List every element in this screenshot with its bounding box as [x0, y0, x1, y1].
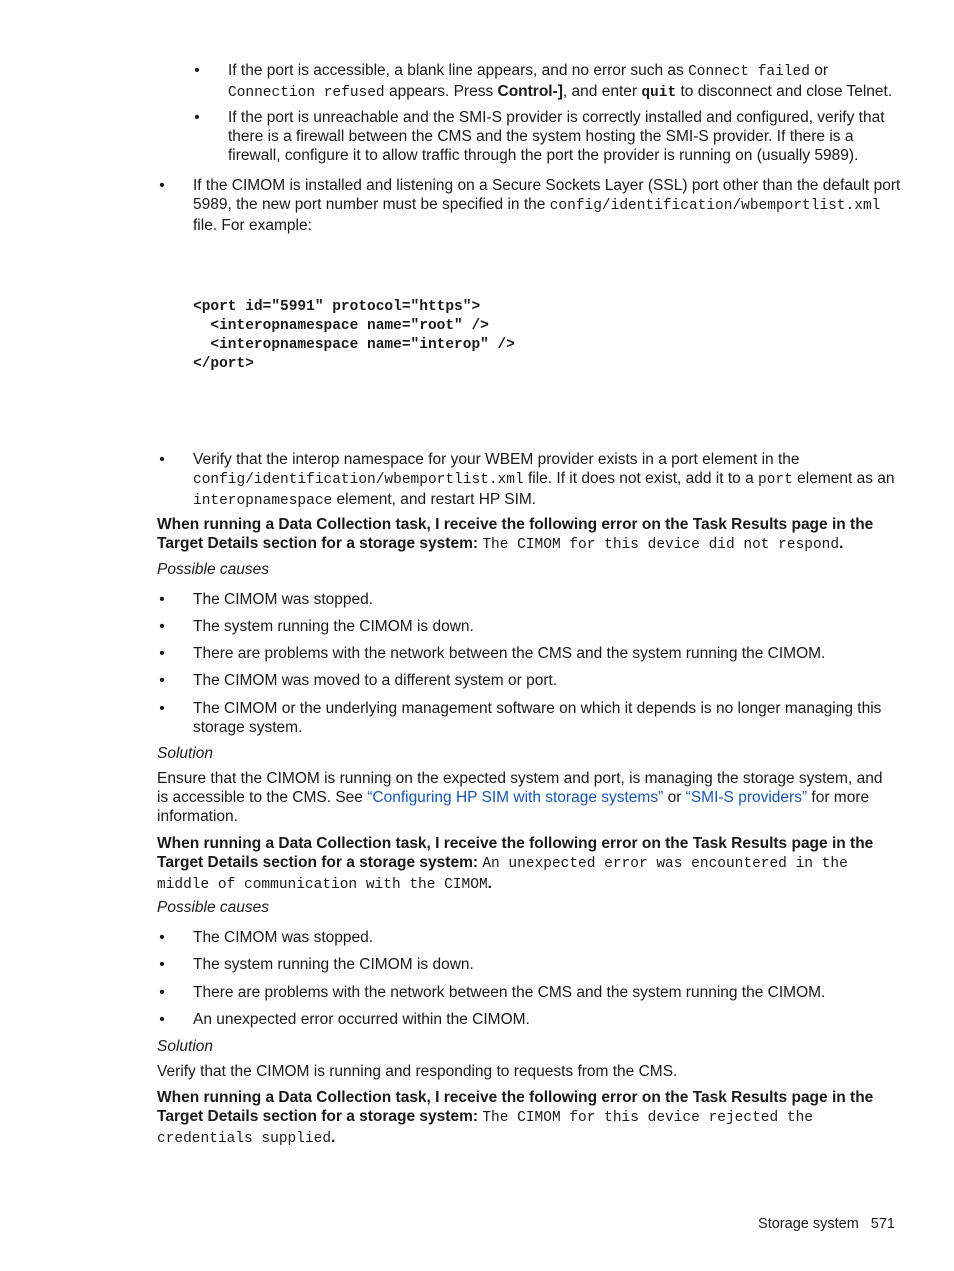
solution-label: Solution: [157, 1038, 214, 1055]
bullet-dot: •: [159, 956, 165, 973]
sub-bullet-port-unreachable: If the port is unreachable and the SMI-S provider is correctly installed and configured, verify that there is a firewall between the CMS and the system hosting the SMI-S provider. If there is a firewall, configure it to allow traffic through the port the provider is running on (usually 5989).: [228, 109, 885, 164]
cause-item: There are problems with the network between the CMS and the system running the CIMOM.: [193, 984, 826, 1001]
cause-item: An unexpected error occurred within the CIMOM.: [193, 1011, 530, 1028]
bullet-dot: •: [159, 929, 165, 946]
cause-item: The system running the CIMOM is down.: [193, 956, 474, 973]
code-line: <interopnamespace name="interop" />: [193, 337, 515, 353]
bullet-dot: •: [159, 591, 165, 608]
bullet-dot: •: [194, 109, 200, 126]
cause-item: The CIMOM was stopped.: [193, 591, 374, 608]
cause-item: The CIMOM or the underlying management software on which it depends is no longer managing this storage system.: [193, 700, 882, 736]
bullet-ssl-port: If the CIMOM is installed and listening on a Secure Sockets Layer (SSL) port other than the default port 5989, the new port number must be specified in the config/identification/wbemportlist.xml file. For example:: [193, 177, 901, 234]
bullet-interop-namespace: Verify that the interop namespace for your WBEM provider exists in a port element in the config/identification/wbemportlist.xml file. If it does not exist, add it to a port element as an interopnamespace element, and restart HP SIM.: [193, 451, 895, 509]
cause-item: The system running the CIMOM is down.: [193, 618, 474, 635]
bullet-dot: •: [194, 62, 200, 79]
solution-text: Verify that the CIMOM is running and responding to requests from the CMS.: [157, 1063, 678, 1080]
bullet-dot: •: [159, 984, 165, 1001]
bullet-dot: •: [159, 700, 165, 717]
bullet-dot: •: [159, 618, 165, 635]
sub-bullet-port-accessible: If the port is accessible, a blank line appears, and no error such as Connect failed or Connection refused appears. Press Control-], and enter quit to disconnect and close Telnet.: [228, 62, 893, 101]
code-example: [193, 298, 515, 374]
cause-item: There are problems with the network between the CMS and the system running the CIMOM.: [193, 645, 826, 662]
bullet-dot: •: [159, 672, 165, 689]
issue-heading: When running a Data Collection task, I receive the following error on the Task Results page in the Target Details section for a storage system: An unexpected error was encountered in the middle of communication with the CIMOM.: [157, 835, 874, 893]
solution-text: Ensure that the CIMOM is running on the expected system and port, is managing the storage system, and is accessible to the CMS. See “Configuring HP SIM with storage systems” or “SMI-S providers” for more information.: [157, 770, 883, 825]
issue-heading: When running a Data Collection task, I receive the following error on the Task Results page in the Target Details section for a storage system: The CIMOM for this device did not respond.: [157, 516, 874, 553]
solution-label: Solution: [157, 745, 214, 762]
footer-section: Storage system: [758, 1216, 859, 1232]
possible-causes-label: Possible causes: [157, 561, 270, 578]
bullet-dot: •: [159, 451, 165, 468]
code-line: <interopnamespace name="root" />: [193, 318, 489, 334]
bullet-dot: •: [159, 645, 165, 662]
issue-heading: When running a Data Collection task, I receive the following error on the Task Results page in the Target Details section for a storage system: The CIMOM for this device rejected the credentials supplied.: [157, 1089, 874, 1147]
link-smi-s-providers[interactable]: “SMI-S providers”: [685, 789, 808, 806]
code-line: <port id="5991" protocol="https">: [193, 299, 481, 315]
possible-causes-label: Possible causes: [157, 899, 270, 916]
page-number: 571: [870, 1216, 895, 1232]
page-footer: [758, 1215, 895, 1234]
bullet-dot: •: [159, 1011, 165, 1028]
cause-item: The CIMOM was stopped.: [193, 929, 374, 946]
link-configuring-hp-sim[interactable]: “Configuring HP SIM with storage systems”: [367, 789, 664, 806]
code-line: </port>: [193, 356, 254, 372]
cause-item: The CIMOM was moved to a different system or port.: [193, 672, 558, 689]
bullet-dot: •: [159, 177, 165, 194]
